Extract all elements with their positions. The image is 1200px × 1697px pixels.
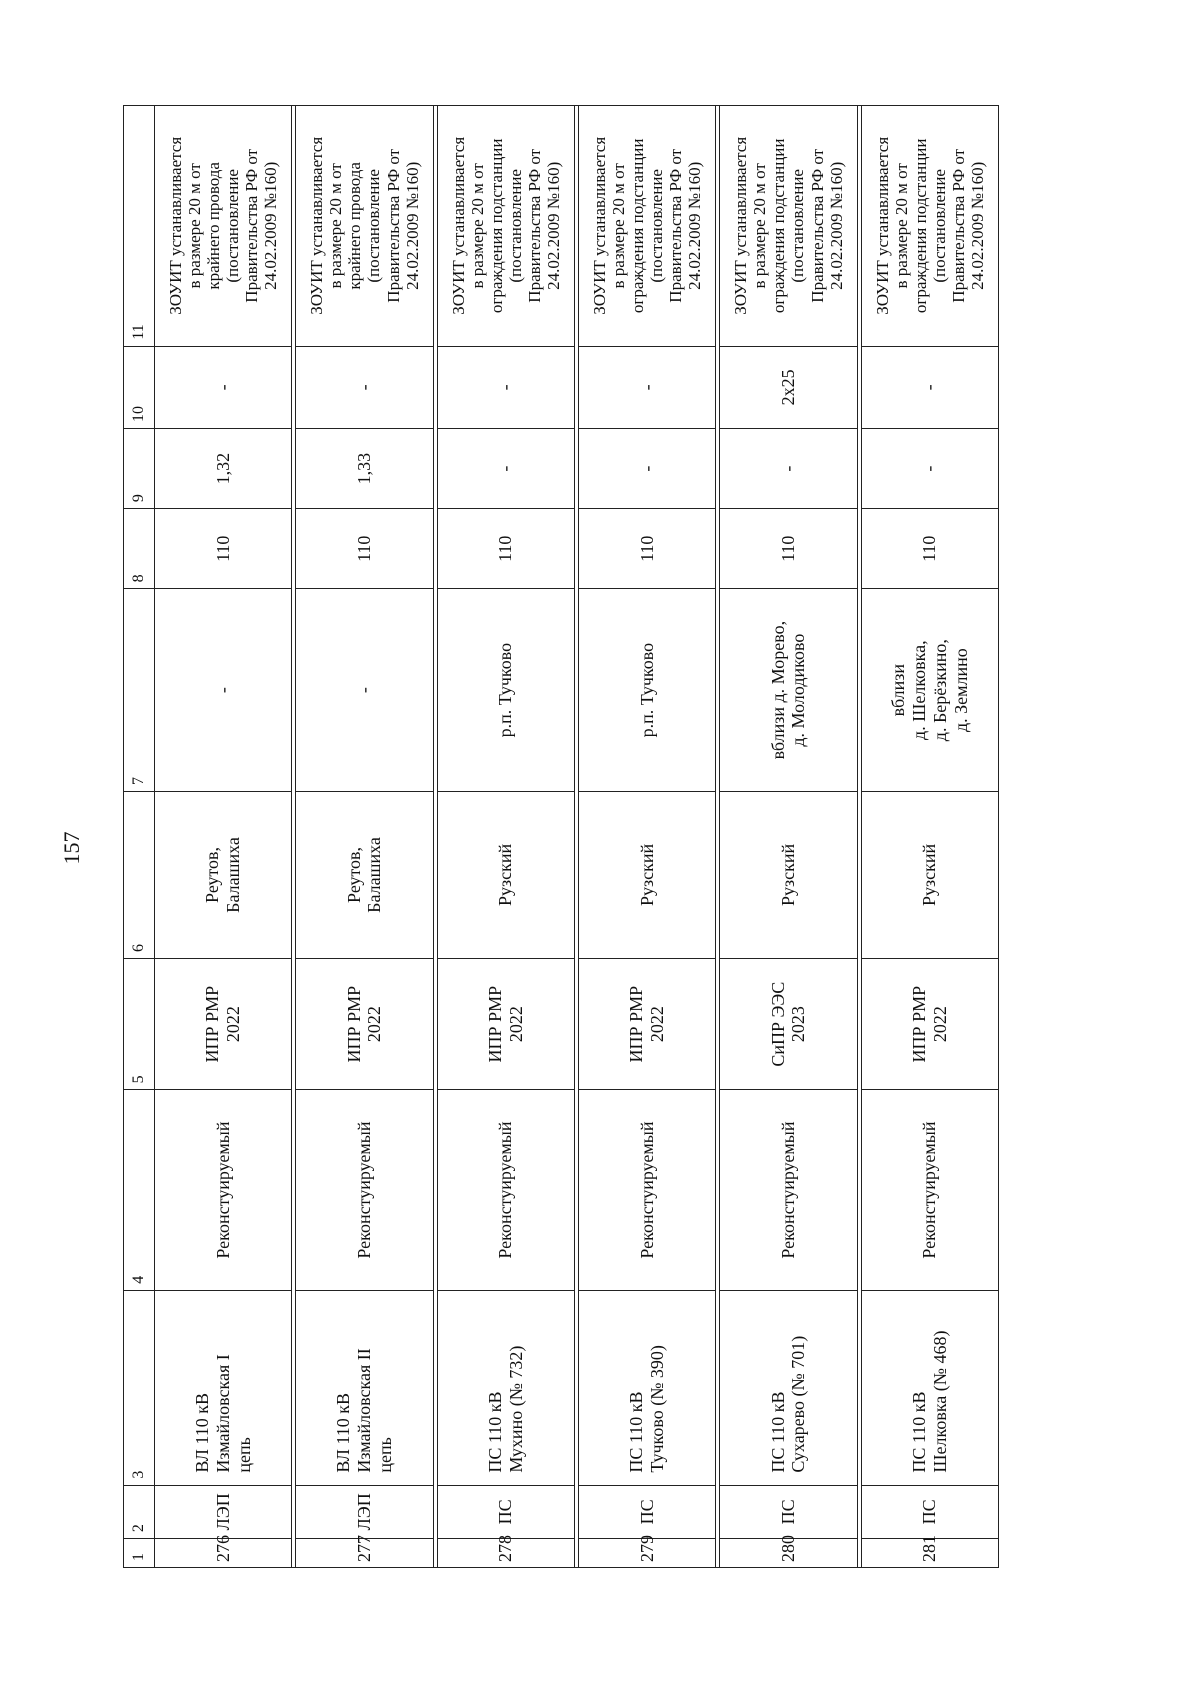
district: Рузский [861,791,998,958]
object-status: Реконстуируемый [155,1090,292,1290]
source-document: СиПР ЭЭС 2023 [720,958,857,1089]
line-length: - [437,429,574,509]
header-cell: 6 [124,791,155,958]
page-number: 157 [59,831,84,865]
transformer-capacity: - [155,346,292,428]
line-length: - [720,429,857,509]
header-cell: 3 [124,1290,155,1485]
header-cell: 4 [124,1090,155,1290]
objects-table [123,105,999,1568]
transformer-capacity: 2x25 [720,346,857,428]
table-row [296,106,433,1568]
object-name: ПС 110 кВ Мухино (№ 732) [437,1290,574,1485]
header-row [124,106,155,1568]
source-document: ИПР РМР 2022 [861,958,998,1089]
header-cell: 10 [124,346,155,428]
object-name: ПС 110 кВ Тучково (№ 390) [578,1290,715,1485]
object-name: ПС 110 кВ Шелковка (№ 468) [861,1290,998,1485]
object-type: ПС [437,1485,574,1538]
object-status: Реконстуируемый [861,1090,998,1290]
voltage: 110 [296,509,433,589]
table-row [720,106,857,1568]
object-type: ЛЭП [296,1485,433,1538]
header-cell: 8 [124,509,155,589]
object-type: ПС [720,1485,857,1538]
row-number: 281 [861,1539,998,1568]
header-cell: 7 [124,589,155,792]
header-cell: 2 [124,1485,155,1538]
source-document: ИПР РМР 2022 [578,958,715,1089]
district: Рузский [720,791,857,958]
table-row [578,106,715,1568]
line-length: 1,32 [155,429,292,509]
zouit-note: ЗОУИТ устанавливается в размере 20 м от ограждения подстанции (постановление Правительства РФ от 24.02.2009 №160) [720,106,857,347]
line-length: 1,33 [296,429,433,509]
object-name: ПС 110 кВ Сухарево (№ 701) [720,1290,857,1485]
source-document: ИПР РМР 2022 [155,958,292,1089]
voltage: 110 [578,509,715,589]
transformer-capacity: - [861,346,998,428]
table-row [861,106,998,1568]
table-row [155,106,292,1568]
table-row [437,106,574,1568]
object-type: ЛЭП [155,1485,292,1538]
location: вблизи д. Шелковка, д. Берёзкино, д. Землино [861,589,998,792]
row-number: 278 [437,1539,574,1568]
row-number: 279 [578,1539,715,1568]
location: - [155,589,292,792]
object-status: Реконстуируемый [296,1090,433,1290]
district: Рузский [437,791,574,958]
location: р.п. Тучково [437,589,574,792]
object-name: ВЛ 110 кВ Измайловская I цепь [155,1290,292,1485]
object-status: Реконстуируемый [437,1090,574,1290]
table-body [155,106,999,1568]
zouit-note: ЗОУИТ устанавливается в размере 20 м от ограждения подстанции (постановление Правительства РФ от 24.02.2009 №160) [578,106,715,347]
zouit-note: ЗОУИТ устанавливается в размере 20 м от крайнего провода (постановление Правительства РФ от 24.02.2009 №160) [155,106,292,347]
voltage: 110 [720,509,857,589]
object-type: ПС [578,1485,715,1538]
zouit-note: ЗОУИТ устанавливается в размере 20 м от ограждения подстанции (постановление Правительства РФ от 24.02.2009 №160) [861,106,998,347]
object-type: ПС [861,1485,998,1538]
object-status: Реконстуируемый [720,1090,857,1290]
transformer-capacity: - [296,346,433,428]
header-cell: 1 [124,1539,155,1568]
district: Реутов, Балашиха [155,791,292,958]
zouit-note: ЗОУИТ устанавливается в размере 20 м от крайнего провода (постановление Правительства РФ от 24.02.2009 №160) [296,106,433,347]
object-status: Реконстуируемый [578,1090,715,1290]
row-number: 276 [155,1539,292,1568]
location: р.п. Тучково [578,589,715,792]
location: вблизи д. Морево, д. Молодиково [720,589,857,792]
row-number: 280 [720,1539,857,1568]
source-document: ИПР РМР 2022 [296,958,433,1089]
source-document: ИПР РМР 2022 [437,958,574,1089]
header-cell: 9 [124,429,155,509]
line-length: - [578,429,715,509]
line-length: - [861,429,998,509]
location: - [296,589,433,792]
zouit-note: ЗОУИТ устанавливается в размере 20 м от ограждения подстанции (постановление Правительства РФ от 24.02.2009 №160) [437,106,574,347]
transformer-capacity: - [578,346,715,428]
district: Рузский [578,791,715,958]
voltage: 110 [437,509,574,589]
rotated-table-container [123,105,999,1568]
row-number: 277 [296,1539,433,1568]
voltage: 110 [155,509,292,589]
header-cell: 5 [124,958,155,1089]
district: Реутов, Балашиха [296,791,433,958]
transformer-capacity: - [437,346,574,428]
voltage: 110 [861,509,998,589]
object-name: ВЛ 110 кВ Измайловская II цепь [296,1290,433,1485]
header-cell: 11 [124,106,155,347]
